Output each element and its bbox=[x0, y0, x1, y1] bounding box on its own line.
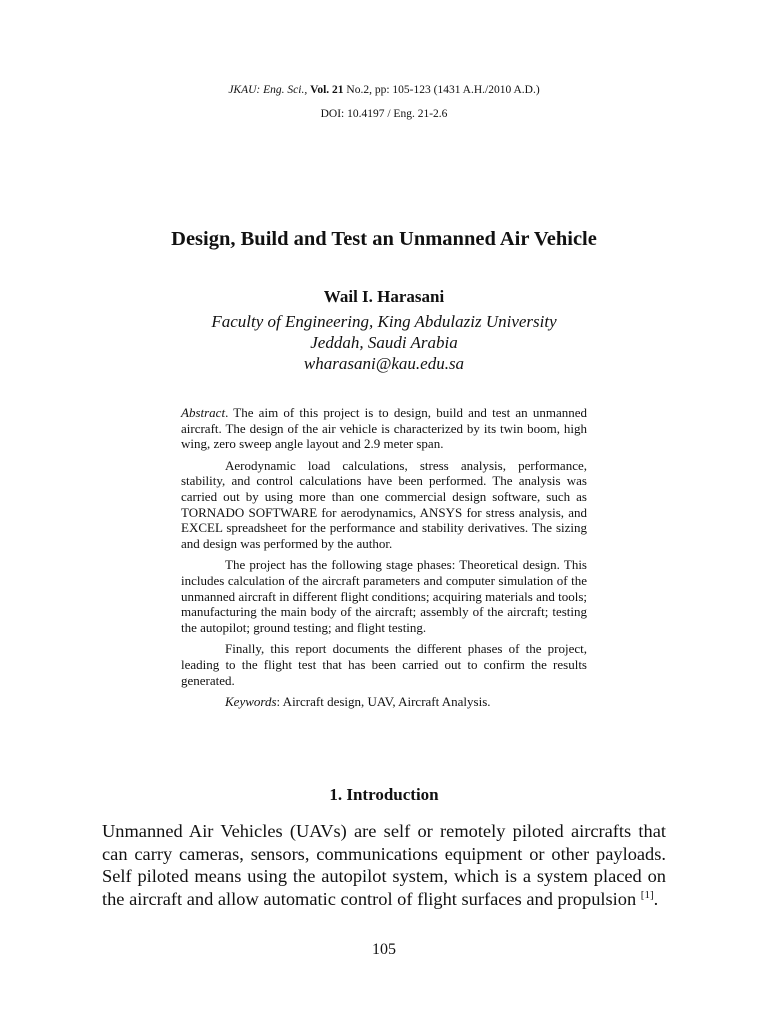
abstract-paragraph-4: Finally, this report documents the different phases of the project, leading to the flight test that has been carried out to confirm the results generated. bbox=[181, 641, 587, 688]
author-name: Wail I. Harasani bbox=[323, 287, 445, 306]
journal-name: JKAU: Eng. Sci., bbox=[228, 84, 308, 96]
doi-line: DOI: 10.4197 / Eng. 21-2.6 bbox=[320, 108, 448, 120]
journal-volume: Vol. 21 bbox=[310, 84, 344, 96]
abstract-label: Abstract bbox=[181, 405, 226, 420]
abstract-block bbox=[181, 405, 587, 716]
paper-title: Design, Build and Test an Unmanned Air Vehicle bbox=[171, 228, 597, 250]
abstract-paragraph-3: The project has the following stage phases: Theoretical design. This includes calculation of the aircraft parameters and computer simulation of the unmanned aircraft in different flight conditions; acquiring materials and tools; manufacturing the main body of the aircraft; assembly of the aircraft; testing the autopilot; ground testing; and flight testing. bbox=[181, 557, 587, 635]
journal-issue-pages: No.2, pp: 105-123 (1431 A.H./2010 A.D.) bbox=[343, 84, 540, 96]
journal-citation-line bbox=[0, 83, 768, 97]
author-affiliation: Faculty of Engineering, King Abdulaziz University bbox=[211, 312, 557, 331]
abstract-paragraph-1 bbox=[181, 405, 587, 452]
author-email: wharasani@kau.edu.sa bbox=[303, 354, 465, 373]
introduction-text: Unmanned Air Vehicles (UAVs) are self or remotely piloted aircrafts that can carry cameras, sensors, communications equipment or other payloads. Self piloted means using the autopilot system, which is a system placed on the aircraft and allow automatic control of flight surfaces and propulsion bbox=[102, 821, 666, 909]
introduction-end: . bbox=[653, 888, 659, 909]
keywords-line bbox=[225, 694, 587, 710]
abstract-paragraph-2: Aerodynamic load calculations, stress analysis, performance, stability, and control calculations have been performed. The analysis was carried out by using more than one commercial design software, such as TORNADO SOFTWARE for aerodynamics, ANSYS for stress analysis, and EXCEL spreadsheet for the performance and stability derivatives. The sizing and design was performed by the author. bbox=[181, 457, 587, 551]
keywords-label: Keywords bbox=[225, 694, 277, 710]
section-heading-introduction: 1. Introduction bbox=[329, 785, 439, 804]
citation-reference: [1] bbox=[640, 888, 654, 901]
keywords-text: : Aircraft design, UAV, Aircraft Analysis. bbox=[276, 694, 491, 710]
page-number: 105 bbox=[372, 941, 396, 958]
introduction-paragraph bbox=[102, 820, 666, 910]
author-location: Jeddah, Saudi Arabia bbox=[310, 333, 458, 352]
abstract-text-1: . The aim of this project is to design, build and test an unmanned aircraft. The design of the air vehicle is characterized by its twin boom, high wing, zero sweep angle layout and 2.9 meter span. bbox=[181, 405, 587, 452]
